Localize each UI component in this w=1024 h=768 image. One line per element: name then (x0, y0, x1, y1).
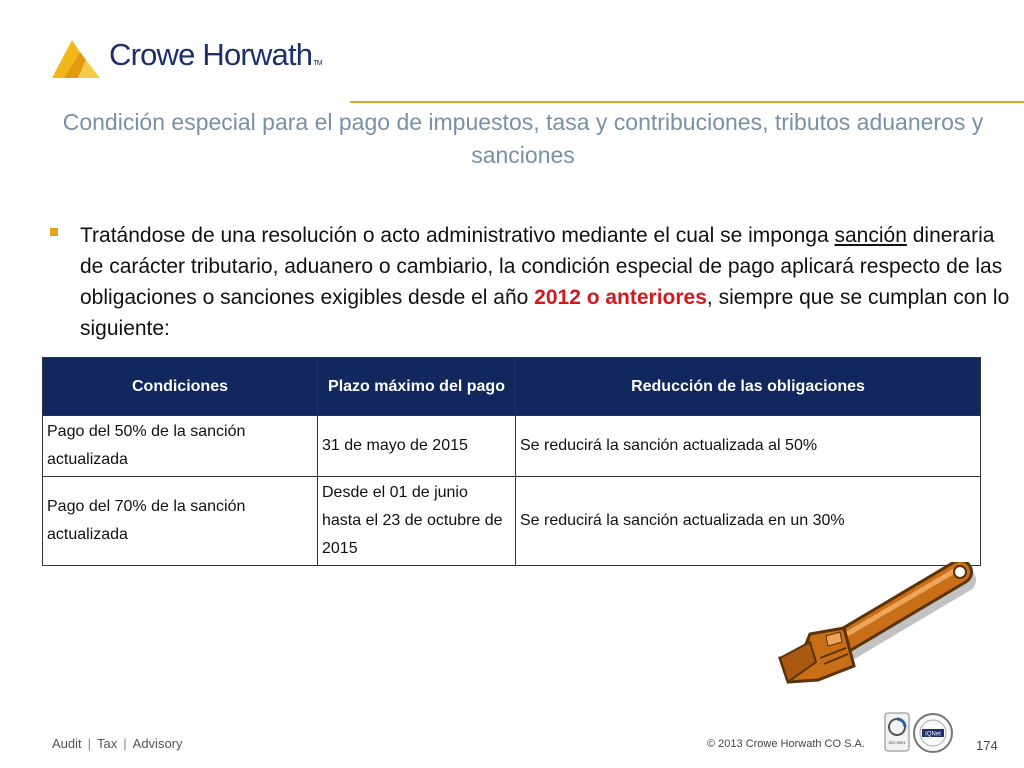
table-cell: Se reducirá la sanción actualizada en un 30% (516, 477, 981, 566)
page-number: 174 (976, 738, 998, 753)
copyright-text: © 2013 Crowe Horwath CO S.A. (707, 738, 865, 750)
footer-tagline: Audit | Tax | Advisory (52, 736, 183, 751)
iqnet-seal-label: IQNet (925, 731, 941, 738)
wrench-icon (770, 562, 985, 697)
square-bullet-icon (50, 228, 58, 236)
table-row (43, 477, 981, 566)
iqnet-certification-seal-icon (912, 712, 954, 754)
logo-wordmark: Crowe HorwathTM (109, 37, 322, 72)
iso-certification-seal-icon (884, 712, 910, 752)
crowe-horwath-logo (52, 34, 322, 78)
underlined-word: sanción (834, 224, 907, 247)
crowe-horwath-mark-icon (52, 34, 104, 78)
header-rule (350, 101, 1024, 103)
table-cell: Pago del 70% de la sanción actualizada (43, 477, 318, 566)
body-text: Tratándose de una resolución o acto administrativo mediante el cual se imponga sanción dineraria de carácter tributario, aduanero o cambiario, la condición especial de pago aplicará respecto de las obligaciones o sanciones exigibles desde el año 2012 o anteriores, siempre que se cumplan con lo siguiente: (80, 224, 1010, 340)
table-header-row (43, 358, 981, 416)
table-cell: Desde el 01 de junio hasta el 23 de octubre de 2015 (318, 477, 516, 566)
highlight-years: 2012 o anteriores (534, 286, 707, 309)
table-cell: Se reducirá la sanción actualizada al 50% (516, 416, 981, 477)
table-cell: 31 de mayo de 2015 (318, 416, 516, 477)
table-cell: Pago del 50% de la sanción actualizada (43, 416, 318, 477)
header-condiciones: Condiciones (43, 358, 318, 416)
header-plazo: Plazo máximo del pago (318, 358, 516, 416)
iso-seal-label: ISO 9001 (888, 740, 906, 745)
conditions-table (42, 357, 981, 566)
header-reduccion: Reducción de las obligaciones (516, 358, 981, 416)
page-title: Condición especial para el pago de impuestos, tasa y contribuciones, tributos aduaneros y sanciones (62, 109, 984, 168)
table-row (43, 416, 981, 477)
